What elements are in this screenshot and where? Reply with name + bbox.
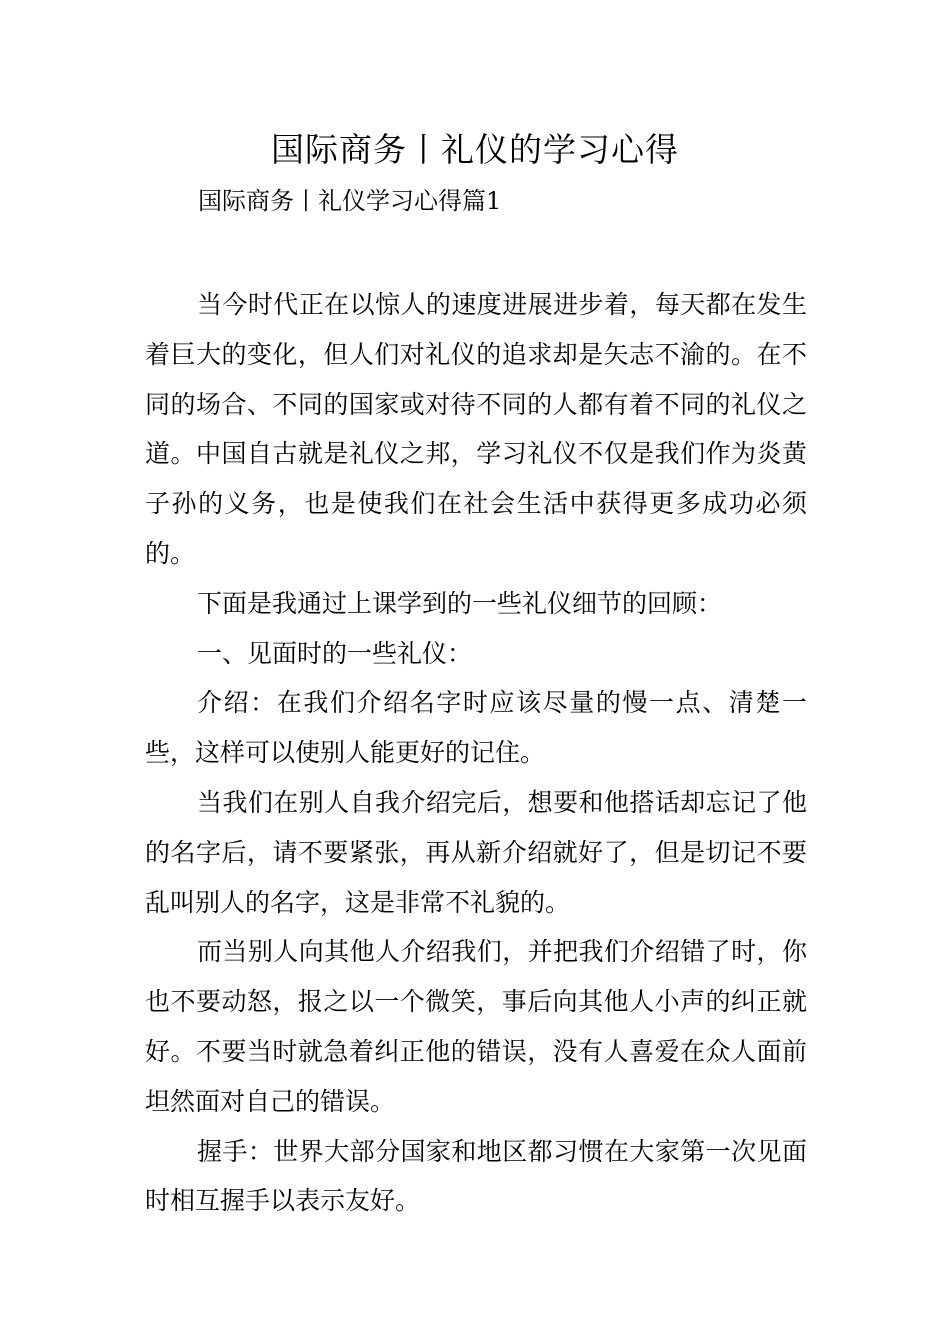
paragraph-wrong-introduction: 而当别人向其他人介绍我们，并把我们介绍错了时，你也不要动怒，报之以一个微笑，事后向其他人小声的纠正就好。不要当时就急着纠正他的错误，没有人喜爱在众人面前坦然面对自己的错误。	[145, 937, 807, 1116]
document-subtitle: 国际商务丨礼仪学习心得篇1	[198, 187, 502, 215]
paragraph-handshake: 握手：世界大部分国家和地区都习惯在大家第一次见面时相互握手以表示友好。	[145, 1136, 807, 1216]
paragraph-forgot-name: 当我们在别人自我介绍完后，想要和他搭话却忘记了他的名字后，请不要紧张，再从新介绍就好了，但是切记不要乱叫别人的名字，这是非常不礼貌的。	[145, 787, 807, 917]
paragraph-intro: 当今时代正在以惊人的速度进展进步着，每天都在发生着巨大的变化，但人们对礼仪的追求却是矢志不渝的。在不同的场合、不同的国家或对待不同的人都有着不同的礼仪之道。中国自古就是礼仪之邦，学习礼仪不仅是我们作为炎黄子孙的义务，也是使我们在社会生活中获得更多成功必须的。	[145, 290, 807, 568]
paragraph-introduction: 介绍：在我们介绍名字时应该尽量的慢一点、清楚一些，这样可以使别人能更好的记住。	[145, 688, 807, 768]
document-body	[145, 280, 807, 1226]
paragraph-section-heading: 一、见面时的一些礼仪：	[197, 638, 473, 668]
document-title: 国际商务丨礼仪的学习心得	[271, 130, 679, 169]
paragraph-review-lead: 下面是我通过上课学到的一些礼仪细节的回顾：	[197, 588, 723, 618]
